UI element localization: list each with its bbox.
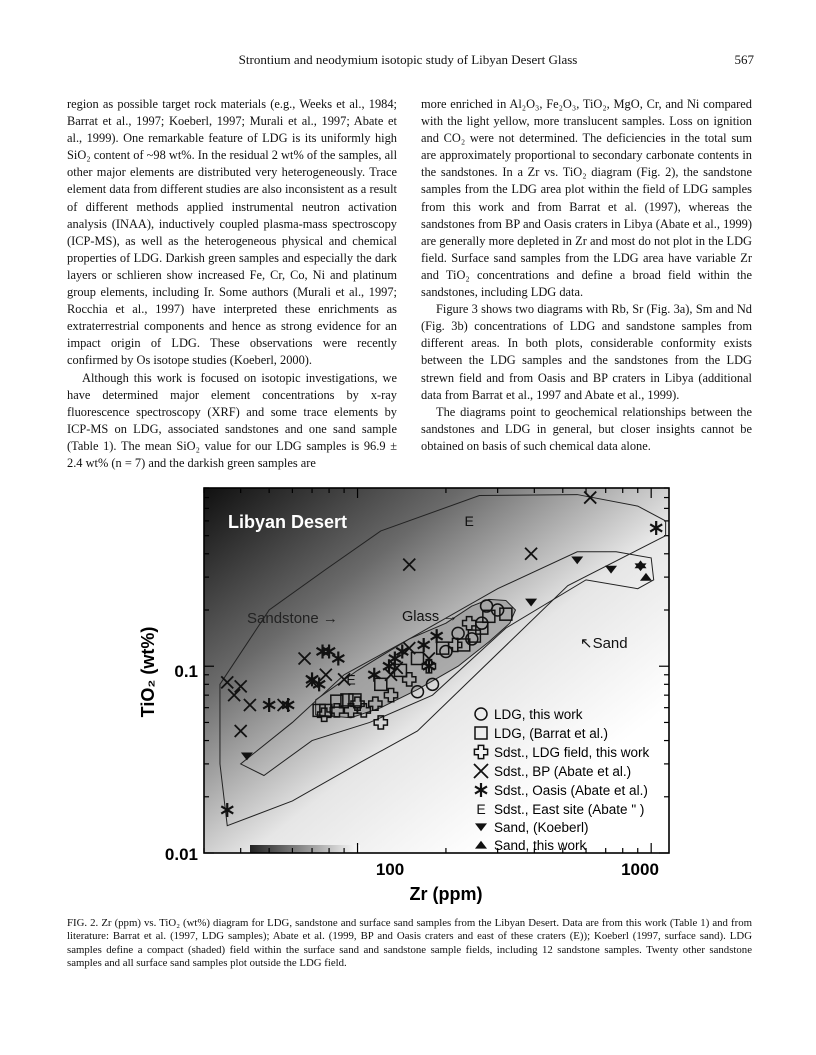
figure-caption: FIG. 2. Zr (ppm) vs. TiO₂ (wt%) diagram for LDG, sandstone and surface sand samples from the Libyan Desert. Data are from this work (Table 1) and from literature: Barrat et al. (1997, LDG samples); Abate et al. (1999, BP and Oasis craters and east of these craters (E)); Koeberl (1997, surface sand). LDG samples define a compact (shaded) field within the surface sand and sandstone sample fields, including 12 sandstone samples. Twenty other sandstone samples and all surface sand samples plot outside the LDG field. <box>67 917 752 970</box>
sand-field-label: ↖Sand <box>580 635 628 652</box>
sdst-east-site-point: E <box>464 512 474 529</box>
paragraph: Although this work is focused on isotopic investigations, we have determined major element concentrations by x-ray fluorescence spectroscopy (XRF) and some trace elements by ICP-MS on LDG, associated sandstones and one sand sample (Table 1). The mean SiO₂ value for our LDG samples is 96.9 ± 2.4 wt% (n = 7) and the darkish green samples are <box>67 370 397 470</box>
legend-label: Sand, this work <box>494 838 587 853</box>
x-tick-label: 1000 <box>621 860 659 879</box>
right-text-column <box>421 96 752 455</box>
y-axis-label: TiO₂ (wt%) <box>138 626 158 718</box>
legend-label: Sdst., East site (Abate " ) <box>494 802 645 817</box>
y-tick-label: 0.1 <box>174 662 198 681</box>
zr-tio2-scatter-chart <box>130 478 690 908</box>
legend-label: Sdst., Oasis (Abate et al.) <box>494 783 648 798</box>
sdst-east-site-point: E <box>346 671 356 688</box>
legend-label: LDG, this work <box>494 707 583 722</box>
running-header <box>0 52 816 68</box>
glass-field-label: Glass → <box>402 609 458 625</box>
left-text-column <box>67 96 397 472</box>
legend-label: LDG, (Barrat et al.) <box>494 726 609 741</box>
x-tick-label: 100 <box>375 860 405 879</box>
legend-label: Sand, (Koeberl) <box>494 820 589 835</box>
legend-label: Sdst., BP (Abate et al.) <box>494 764 632 779</box>
paragraph: The diagrams point to geochemical relationships between the sandstones and LDG in general, but closer insights cannot be obtained on basis of such chemical data alone. <box>421 404 752 453</box>
scale-bar <box>250 845 360 853</box>
legend-symbol-E: E <box>476 801 486 817</box>
legend-label: Sdst., LDG field, this work <box>494 745 650 760</box>
figure-2 <box>130 478 690 908</box>
paragraph: more enriched in Al₂O₃, Fe₂O₃, TiO₂, MgO, Cr, and Ni compared with the light yellow, more translucent samples. Loss on ignition and CO₂ were not determined. The deficiencies in the total sum are approximately proportional to secondary carbonate contents in the sandstones. In a Zr vs. TiO₂ diagram (Fig. 2), the sandstone samples from the LDG area plot within the field of LDG samples from this work and from Barrat et al. (1997), whereas the sandstones from BP and Oasis craters in Libya (Abate et al., 1999) are generally more depleted in Zr and most do not plot in the LDG field. Surface sand samples from the LDG area have variable Zr and TiO₂ concentrations and define a broad field within the sandstones, including LDG data. <box>421 97 752 300</box>
running-title: Strontium and neodymium isotopic study of Libyan Desert Glass <box>238 52 578 67</box>
x-axis-label: Zr (ppm) <box>409 884 483 904</box>
page-number: 567 <box>734 52 754 67</box>
paragraph: Figure 3 shows two diagrams with Rb, Sr (Fig. 3a), Sm and Nd (Fig. 3b) concentrations of LDG and sandstone samples from different areas. In both plots, considerable conformity exists between the LDG samples and the sandstones from the LDG strewn field and from Oasis and BP craters in Libya (additional data from Barrat et al., 1997 and Abate et al., 1999). <box>421 302 752 402</box>
sandstone-field-label: Sandstone → <box>247 610 338 627</box>
panel-title: Libyan Desert <box>228 512 348 532</box>
y-tick-label: 0.01 <box>164 845 198 864</box>
paragraph: region as possible target rock materials (e.g., Weeks et al., 1984; Barrat et al., 1997; Koeberl, 1997; Murali et al., 1997; Abate et al., 1999). One remarkable feature of LDG is its uniformly high SiO₂ content of ~98 wt%. In the residual 2 wt% of the samples, all other major elements are distributed very heterogeneously. Trace element data from different studies are also inconsistent as a result of different methods applied instrumental neutron activation analysis (INAA), inductively coupled plasma-mass spectroscopy (ICP-MS), as well as the heterogeneous physical and chemical properties of LDG. Darkish green samples and especially the dark layers or schlieren show increased Fe, Cr, Co, Ni and platinum group elements, including Ir. Some authors (Murali et al., 1997; Rocchia et al., 1997) have interpreted these enrichments as extraterrestrial components and hence as strong evidence for an impact origin of LDG. These observations were recently confirmed by Os isotope studies (Koeberl, 2000). <box>67 97 398 368</box>
